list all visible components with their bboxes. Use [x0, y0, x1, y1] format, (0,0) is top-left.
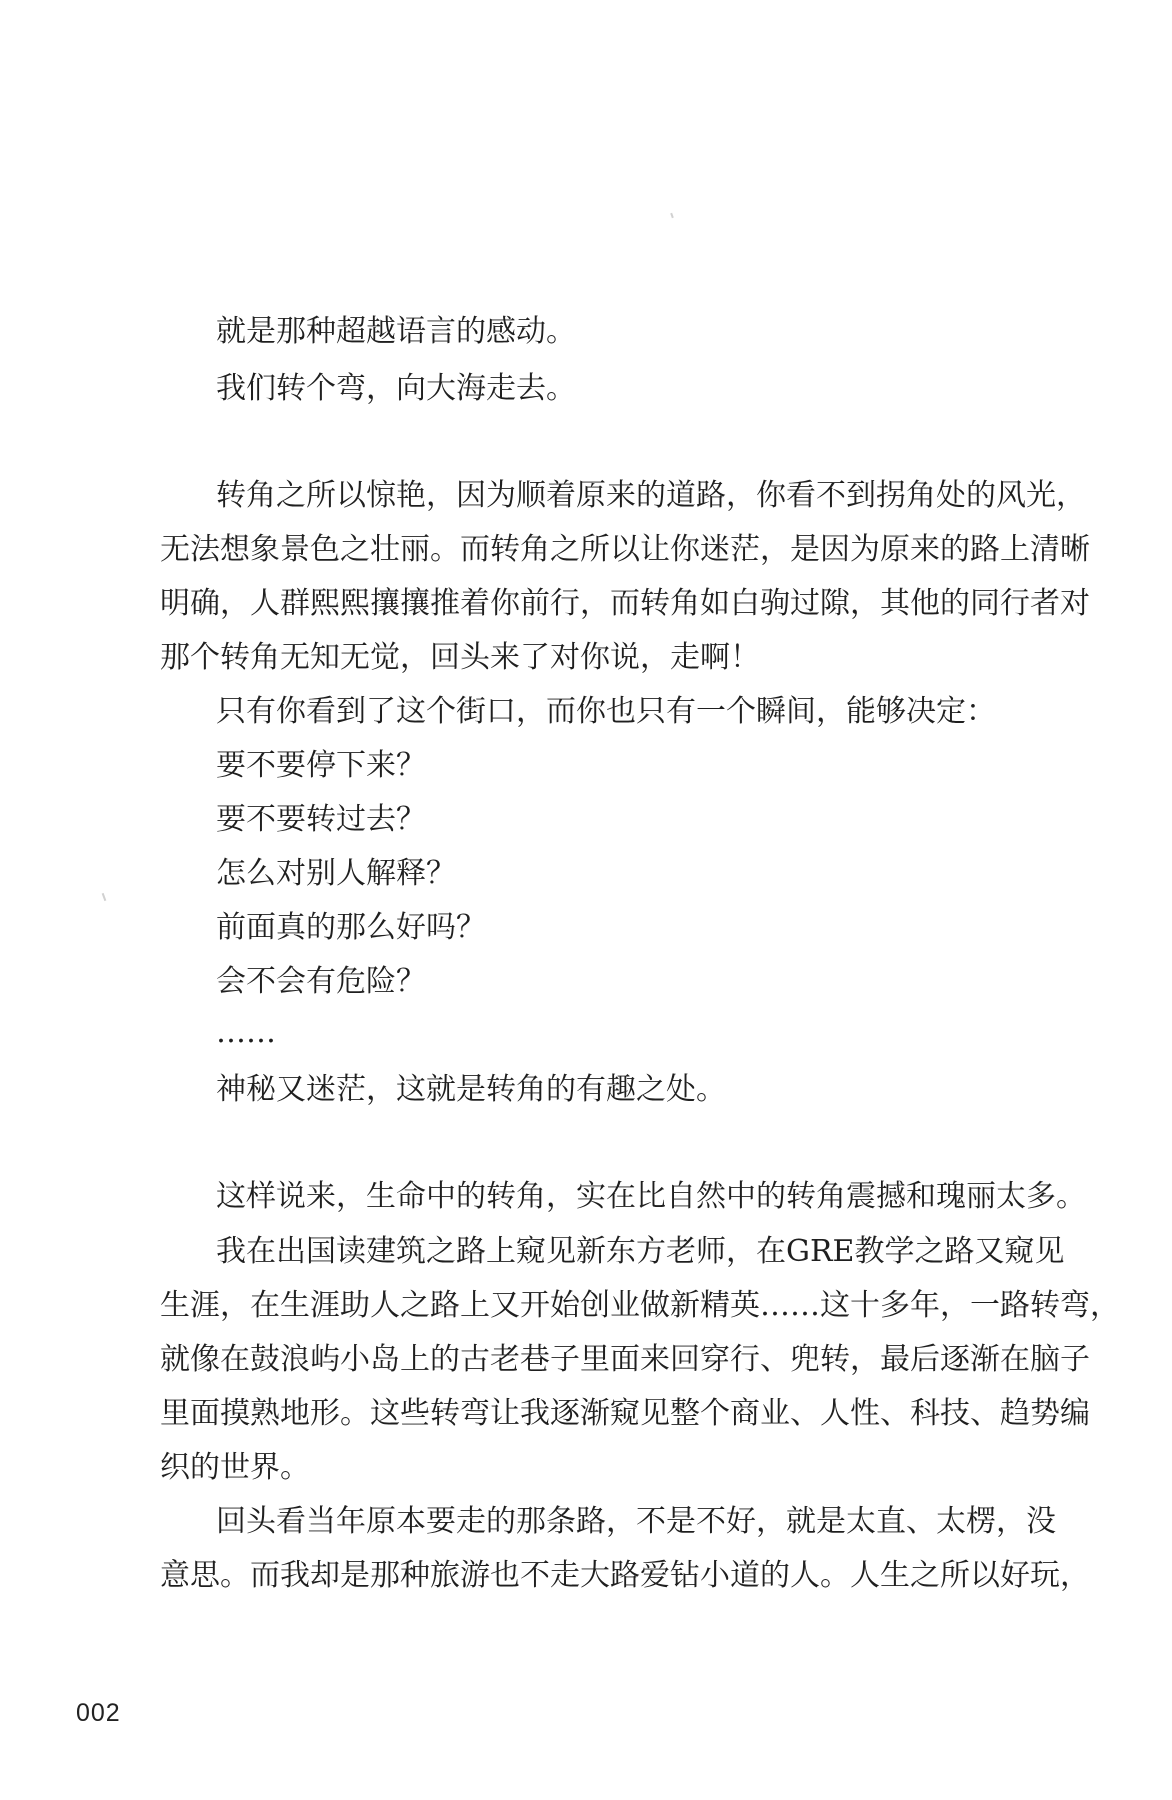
text-line: 意思。而我却是那种旅游也不走大路爱钻小道的人。人生之所以好玩， [160, 1558, 1090, 1593]
text-line: 我在出国读建筑之路上窥见新东方老师，在GRE教学之路又窥见 [216, 1234, 1065, 1269]
text-line: 那个转角无知无觉，回头来了对你说，走啊！ [160, 640, 760, 675]
text-line: 生涯，在生涯助人之路上又开始创业做新精英……这十多年，一路转弯， [160, 1288, 1120, 1323]
text-line: 这样说来，生命中的转角，实在比自然中的转角震撼和瑰丽太多。 [216, 1179, 1086, 1214]
text-line: 怎么对别人解释？ [216, 856, 456, 891]
text-line: 会不会有危险？ [216, 964, 426, 999]
text-line: 织的世界。 [160, 1450, 310, 1485]
text-line: 就是那种超越语言的感动。 [216, 314, 576, 349]
text-line: …… [216, 1015, 276, 1050]
scan-speck [102, 893, 107, 901]
text-line: 只有你看到了这个街口，而你也只有一个瞬间，能够决定： [216, 694, 996, 729]
text-line: 就像在鼓浪屿小岛上的古老巷子里面来回穿行、兜转，最后逐渐在脑子 [160, 1342, 1090, 1377]
text-line: 要不要转过去？ [216, 802, 426, 837]
text-line: 无法想象景色之壮丽。而转角之所以让你迷茫，是因为原来的路上清晰 [160, 532, 1090, 567]
text-line: 要不要停下来？ [216, 748, 426, 783]
text-line: 前面真的那么好吗？ [216, 910, 486, 945]
text-line: 神秘又迷茫，这就是转角的有趣之处。 [216, 1072, 726, 1107]
scan-speck [670, 213, 674, 218]
text-line: 我们转个弯，向大海走去。 [216, 371, 576, 406]
text-line: 里面摸熟地形。这些转弯让我逐渐窥见整个商业、人性、科技、趋势编 [160, 1396, 1090, 1431]
text-line: 明确，人群熙熙攘攘推着你前行，而转角如白驹过隙，其他的同行者对 [160, 586, 1090, 621]
text-line: 转角之所以惊艳，因为顺着原来的道路，你看不到拐角处的风光， [216, 478, 1086, 513]
page-number: 002 [76, 1699, 121, 1727]
text-line: 回头看当年原本要走的那条路，不是不好，就是太直、太楞，没 [216, 1504, 1056, 1539]
